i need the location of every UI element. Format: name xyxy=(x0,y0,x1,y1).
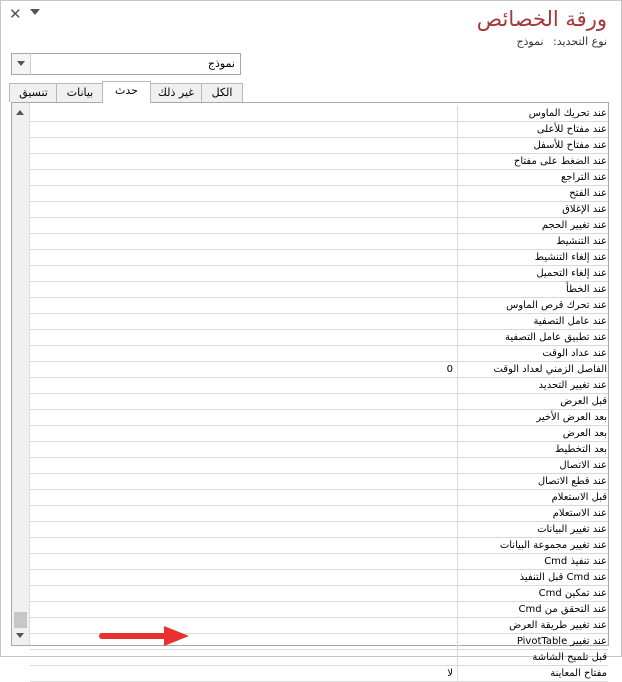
property-name: عند تغيير مجموعة البيانات xyxy=(457,538,608,553)
tab-format[interactable]: تنسيق xyxy=(9,83,58,102)
property-name: عند الضغط على مفتاح xyxy=(457,154,608,169)
chevron-down-icon[interactable] xyxy=(12,54,31,74)
property-row[interactable] xyxy=(30,298,608,314)
property-name: الفاصل الزمني لعداد الوقت xyxy=(457,362,608,377)
property-value[interactable] xyxy=(30,410,456,425)
property-row[interactable] xyxy=(30,378,608,394)
property-row[interactable] xyxy=(30,330,608,346)
property-name: بعد التخطيط xyxy=(457,442,608,457)
scroll-up-icon[interactable] xyxy=(16,110,24,115)
property-row[interactable] xyxy=(30,666,608,682)
object-selector-dropdown[interactable] xyxy=(11,53,241,75)
property-row[interactable] xyxy=(30,442,608,458)
property-value[interactable] xyxy=(30,266,456,281)
selection-type-value: نموذج xyxy=(516,35,544,48)
property-value[interactable] xyxy=(30,554,456,569)
property-value[interactable] xyxy=(30,154,456,169)
property-name: عند تغيير البيانات xyxy=(457,522,608,537)
property-name: عند عامل التصفية xyxy=(457,314,608,329)
property-name: عند تغيير PivotTable xyxy=(457,634,608,649)
property-value[interactable] xyxy=(30,122,456,137)
property-value[interactable] xyxy=(30,298,456,313)
property-row[interactable] xyxy=(30,458,608,474)
property-value[interactable] xyxy=(30,202,456,217)
property-rows xyxy=(30,106,608,682)
property-name: عند قطع الاتصال xyxy=(457,474,608,489)
selection-type-label: نوع التحديد: xyxy=(553,35,607,48)
property-row[interactable] xyxy=(30,602,608,618)
property-row[interactable] xyxy=(30,266,608,282)
property-name: عند مفتاح للأعلى xyxy=(457,122,608,137)
property-value[interactable] xyxy=(30,458,456,473)
property-row[interactable] xyxy=(30,282,608,298)
property-row[interactable] xyxy=(30,106,608,122)
property-value[interactable] xyxy=(30,618,456,633)
red-arrow-icon xyxy=(100,625,190,647)
property-value[interactable] xyxy=(30,426,456,441)
property-name: عند تحرك قرص الماوس xyxy=(457,298,608,313)
property-name: عند الاستعلام xyxy=(457,506,608,521)
object-selector-value: نموذج xyxy=(207,57,235,70)
tab-all[interactable]: الكل xyxy=(201,83,243,102)
property-value[interactable] xyxy=(30,330,456,345)
tab-data[interactable]: بيانات xyxy=(56,83,104,102)
property-row[interactable] xyxy=(30,490,608,506)
property-value[interactable] xyxy=(30,650,456,665)
property-value[interactable] xyxy=(30,538,456,553)
property-value[interactable] xyxy=(30,474,456,489)
property-value[interactable] xyxy=(30,346,456,361)
property-row[interactable] xyxy=(30,170,608,186)
property-row[interactable] xyxy=(30,234,608,250)
property-value[interactable] xyxy=(30,490,456,505)
tab-other[interactable]: غير ذلك xyxy=(149,83,203,102)
property-row[interactable] xyxy=(30,650,608,666)
property-value[interactable] xyxy=(30,186,456,201)
property-name: عند تغيير التحديد xyxy=(457,378,608,393)
property-value[interactable] xyxy=(30,394,456,409)
property-value[interactable] xyxy=(30,234,456,249)
property-row[interactable] xyxy=(30,362,608,378)
selection-type xyxy=(516,35,607,48)
property-row[interactable] xyxy=(30,202,608,218)
property-row[interactable] xyxy=(30,570,608,586)
property-row[interactable] xyxy=(30,410,608,426)
property-value[interactable]: 0 xyxy=(446,364,453,375)
property-row[interactable] xyxy=(30,186,608,202)
property-row[interactable] xyxy=(30,138,608,154)
property-row[interactable] xyxy=(30,426,608,442)
property-row[interactable] xyxy=(30,218,608,234)
property-name: مفتاح المعاينة xyxy=(457,666,608,681)
pane-title: ورقة الخصائص xyxy=(476,7,607,31)
property-row[interactable] xyxy=(30,122,608,138)
property-value[interactable] xyxy=(30,106,456,121)
property-value[interactable] xyxy=(30,314,456,329)
scroll-down-icon[interactable] xyxy=(16,633,24,638)
property-row[interactable] xyxy=(30,522,608,538)
close-icon[interactable]: ✕ xyxy=(9,5,22,23)
property-name: عند التراجع xyxy=(457,170,608,185)
property-row[interactable] xyxy=(30,554,608,570)
property-name: عند مفتاح للأسفل xyxy=(457,138,608,153)
property-value[interactable] xyxy=(30,218,456,233)
pane-menu-icon[interactable] xyxy=(30,9,40,15)
property-name: عند تغيير طريقة العرض xyxy=(457,618,608,633)
vertical-scrollbar[interactable] xyxy=(12,103,30,645)
property-value[interactable] xyxy=(30,282,456,297)
property-row[interactable] xyxy=(30,250,608,266)
tab-event[interactable]: حدث xyxy=(102,81,151,103)
property-value[interactable] xyxy=(30,634,456,649)
property-name: عند عداد الوقت xyxy=(457,346,608,361)
property-value[interactable] xyxy=(30,522,456,537)
property-value[interactable] xyxy=(30,570,456,585)
property-name: عند إلغاء التنشيط xyxy=(457,250,608,265)
property-name: عند تحريك الماوس xyxy=(457,106,608,121)
property-name: بعد العرض xyxy=(457,426,608,441)
property-value[interactable] xyxy=(30,506,456,521)
property-row[interactable] xyxy=(30,394,608,410)
property-name: عند التنشيط xyxy=(457,234,608,249)
property-name: قبل الاستعلام xyxy=(457,490,608,505)
property-name: عند الفتح xyxy=(457,186,608,201)
property-value[interactable] xyxy=(30,602,456,617)
property-name: قبل تلميح الشاشة xyxy=(457,650,608,665)
scrollbar-thumb[interactable] xyxy=(14,612,27,628)
property-value[interactable] xyxy=(30,442,456,457)
property-name: عند الخطأ xyxy=(457,282,608,297)
property-name: قبل العرض xyxy=(457,394,608,409)
property-name: عند Cmd قبل التنفيذ xyxy=(457,570,608,585)
property-value[interactable]: لا xyxy=(447,668,453,679)
property-name: بعد العرض الأخير xyxy=(457,410,608,425)
property-row[interactable] xyxy=(30,538,608,554)
property-name: عند الإغلاق xyxy=(457,202,608,217)
property-row[interactable] xyxy=(30,586,608,602)
property-value[interactable] xyxy=(30,250,456,265)
property-name: عند الاتصال xyxy=(457,458,608,473)
property-row[interactable] xyxy=(30,506,608,522)
property-name: عند تغيير الحجم xyxy=(457,218,608,233)
property-value[interactable] xyxy=(30,170,456,185)
property-value[interactable] xyxy=(30,586,456,601)
property-row[interactable] xyxy=(30,346,608,362)
property-name: عند تمكين Cmd xyxy=(457,586,608,601)
property-row[interactable] xyxy=(30,314,608,330)
property-name: عند تطبيق عامل التصفية xyxy=(457,330,608,345)
property-value[interactable] xyxy=(30,378,456,393)
property-grid xyxy=(11,102,609,679)
property-row[interactable] xyxy=(30,154,608,170)
property-value[interactable] xyxy=(30,138,456,153)
property-name: عند تنفيذ Cmd xyxy=(457,554,608,569)
property-name: عند إلغاء التحميل xyxy=(457,266,608,281)
property-name: عند التحقق من Cmd xyxy=(457,602,608,617)
property-row[interactable] xyxy=(30,474,608,490)
